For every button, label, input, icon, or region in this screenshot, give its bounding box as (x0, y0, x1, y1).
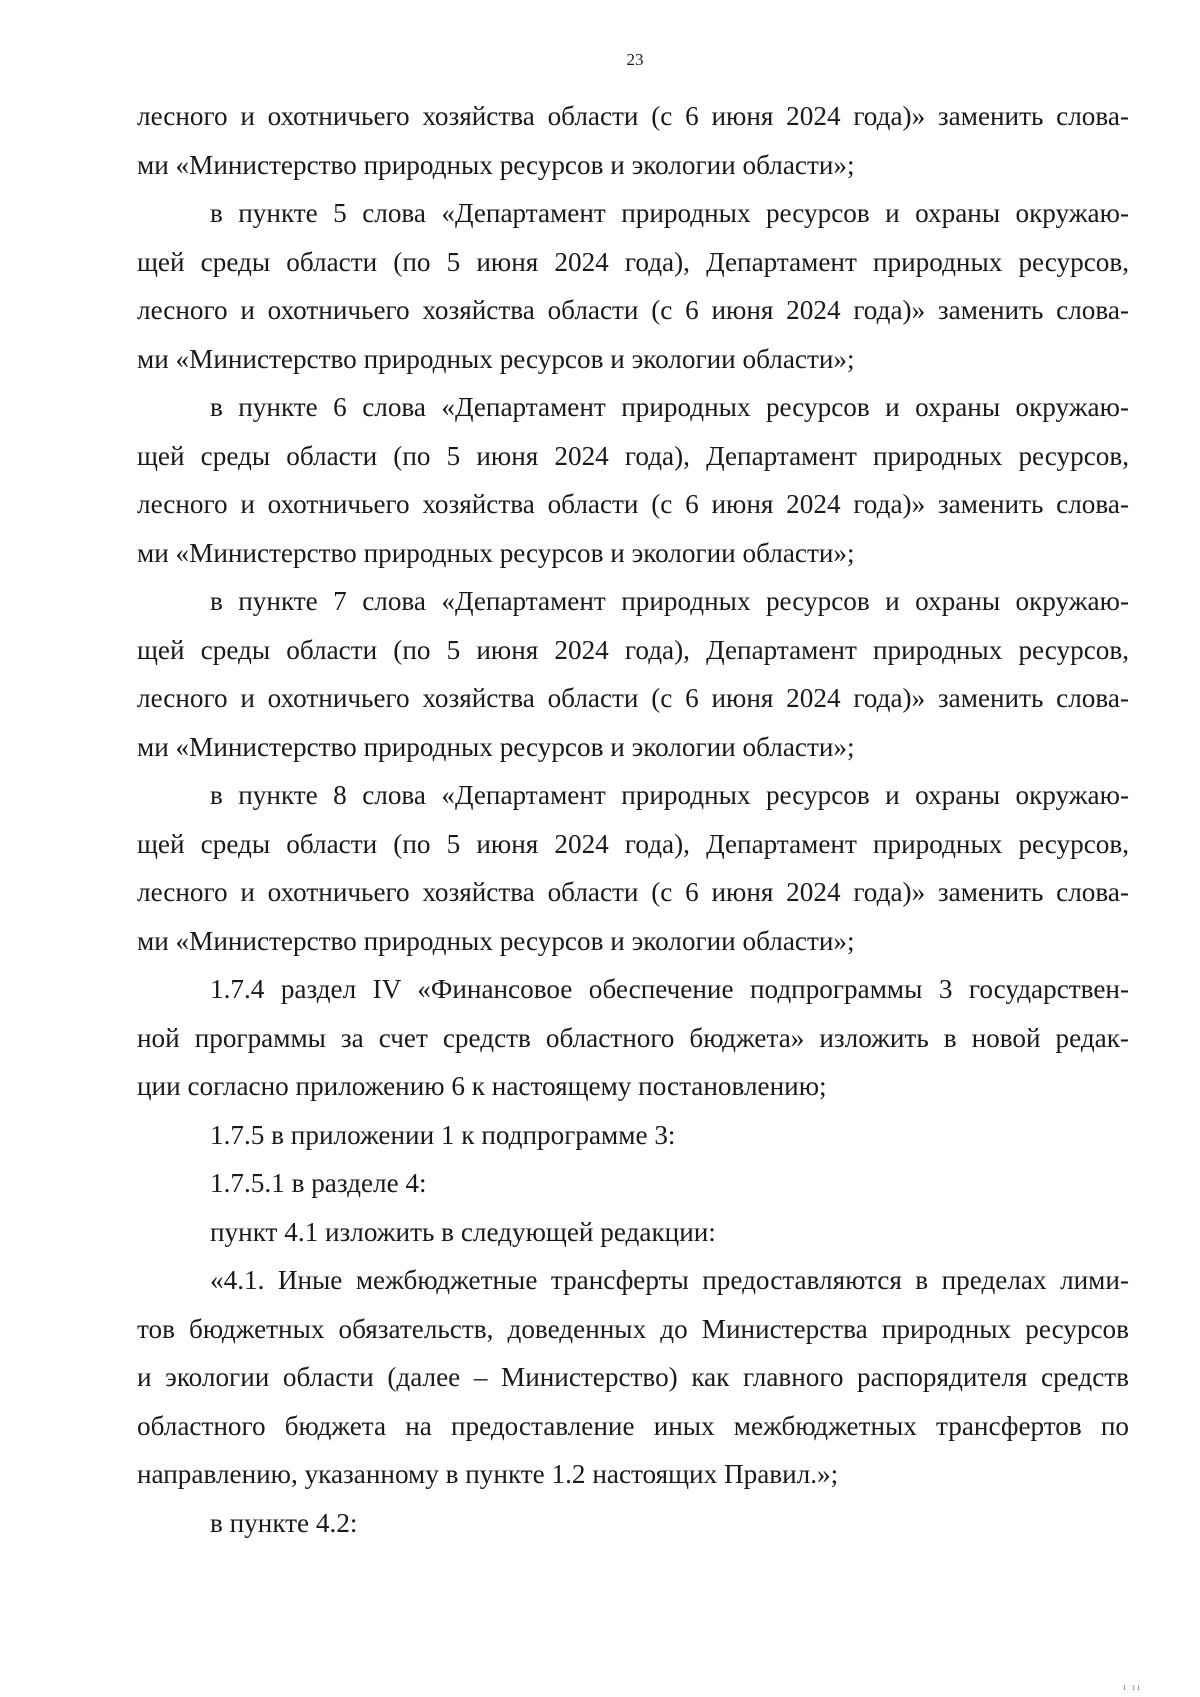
text-line: ной программы за счет средств областного бюджета» изложить в новой редак- (137, 1022, 1129, 1053)
text-line: в пункте 6 слова «Департамент природных ресурсов и охраны окружаю- (210, 392, 1129, 422)
text-line: щей среды области (по 5 июня 2024 года), Департамент природных ресурсов, (137, 246, 1129, 277)
text-line: 1.7.5.1 в разделе 4: (210, 1168, 427, 1198)
text-line: щей среды области (по 5 июня 2024 года), Департамент природных ресурсов, (137, 634, 1129, 665)
text-line: ми «Министерство природных ресурсов и экологии области»; (137, 149, 855, 180)
text-line: областного бюджета на предоставление иных межбюджетных трансфертов по (137, 1410, 1129, 1441)
text-line: щей среды области (по 5 июня 2024 года), Департамент природных ресурсов, (137, 828, 1129, 859)
text-line: тов бюджетных обязательств, доведенных до Министерства природных ресурсов (137, 1313, 1129, 1344)
text-line: в пункте 4.2: (210, 1507, 358, 1538)
text-line: 1.7.4 раздел IV «Финансовое обеспечение подпрограммы 3 государствен- (210, 974, 1129, 1004)
text-line: в пункте 5 слова «Департамент природных ресурсов и охраны окружаю- (210, 198, 1129, 228)
page-number: 23 (626, 50, 644, 69)
text-line: лесного и охотничьего хозяйства области (с 6 июня 2024 года)» заменить слова- (137, 489, 1129, 519)
text-line: ми «Министерство природных ресурсов и экологии области»; (137, 343, 855, 374)
text-line: в пункте 8 слова «Департамент природных ресурсов и охраны окружаю- (210, 780, 1129, 810)
text-line: и экологии области (далее – Министерство) как главного распорядителя средств (137, 1362, 1129, 1392)
text-line: ми «Министерство природных ресурсов и экологии области»; (137, 731, 855, 762)
text-line: лесного и охотничьего хозяйства области (с 6 июня 2024 года)» заменить слова- (137, 683, 1129, 713)
text-line: ции согласно приложению 6 к настоящему постановлению; (137, 1071, 827, 1101)
text-line: «4.1. Иные межбюджетные трансферты предоставляются в пределах лими- (210, 1265, 1129, 1295)
text-line: 1.7.5 в приложении 1 к подпрограмме 3: (210, 1119, 676, 1150)
text-line: лесного и охотничьего хозяйства области (с 6 июня 2024 года)» заменить слова- (137, 101, 1129, 131)
text-line: направлению, указанному в пункте 1.2 настоящих Правил.»; (137, 1459, 839, 1489)
scan-mark: ı ıı (1123, 1682, 1142, 1693)
text-line: щей среды области (по 5 июня 2024 года), Департамент природных ресурсов, (137, 440, 1129, 471)
text-line: лесного и охотничьего хозяйства области (с 6 июня 2024 года)» заменить слова- (137, 295, 1129, 325)
document-body (137, 92, 1129, 1547)
text-line: пункт 4.1 изложить в следующей редакции: (210, 1216, 716, 1247)
text-line: лесного и охотничьего хозяйства области (с 6 июня 2024 года)» заменить слова- (137, 877, 1129, 907)
text-line: ми «Министерство природных ресурсов и экологии области»; (137, 537, 855, 568)
text-line: в пункте 7 слова «Департамент природных ресурсов и охраны окружаю- (210, 586, 1129, 616)
text-line: ми «Министерство природных ресурсов и экологии области»; (137, 925, 855, 956)
